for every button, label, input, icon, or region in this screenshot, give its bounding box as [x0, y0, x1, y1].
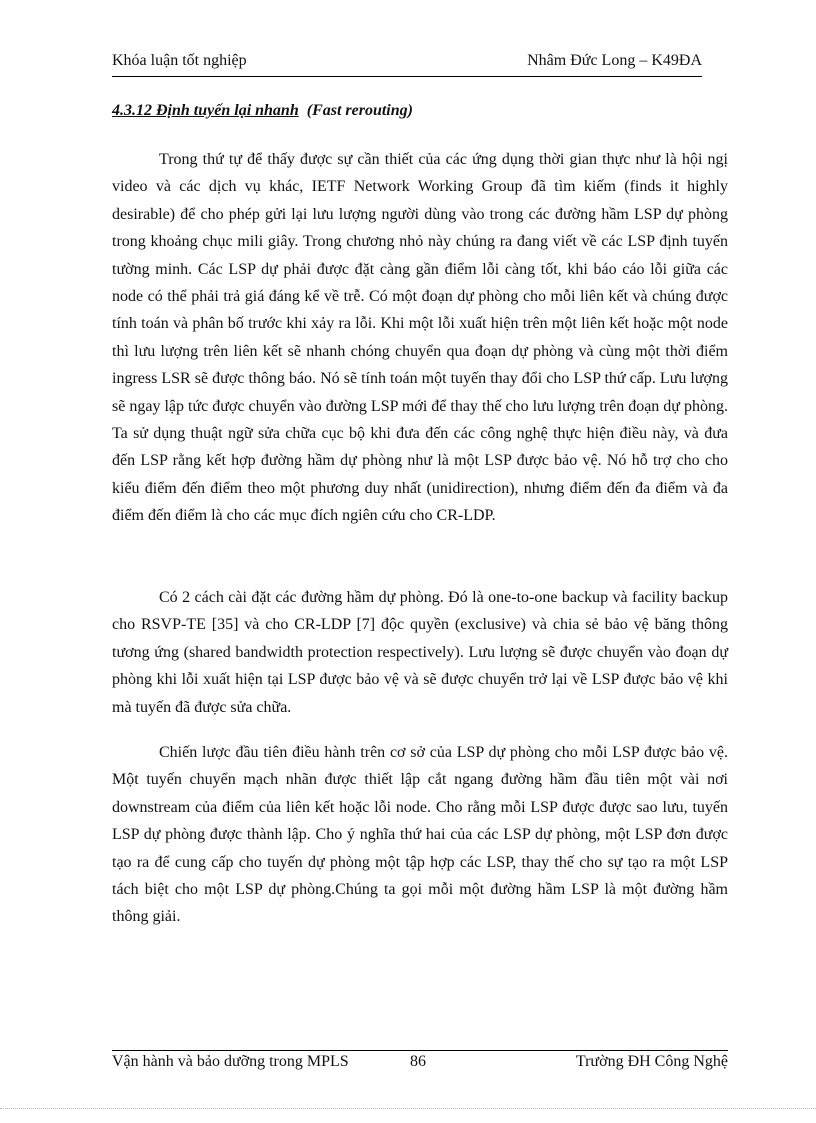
page-boundary-line — [0, 1108, 816, 1109]
section-subtitle: (Fast rerouting) — [306, 102, 413, 119]
page-number: 86 — [410, 1053, 426, 1070]
section-heading — [112, 102, 413, 120]
paragraph-1: Trong thứ tự để thấy được sự cần thiết của các ứng dụng thời gian thực như là hội ngị video và các dịch vụ khác, IETF Network Working Group đã tìm kiếm (finds it highly desirable) để cho phép gửi lại lưu lượng người dùng vào trong các đường hầm LSP dự phòng trong khoảng chục mili giây. Trong chương nhỏ này chúng ra đang viết về các LSP định tuyến tường minh. Các LSP dự phải được đặt càng gần điểm lỗi càng tốt, khi báo cáo lỗi giữa các node có thể phải trả giá đáng kể về trễ. Có một đoạn dự phòng cho mỗi liên kết và chúng được tính toán và phân bố trước khi xảy ra lỗi. Khi một lỗi xuất hiện trên một liên kết hoặc một node thì lưu lượng trên liên kết sẽ nhanh chóng chuyển qua đoạn dự phòng và cùng một thời điểm ingress LSR sẽ được thông báo. Nó sẽ tính toán một tuyến thay đổi cho LSP thứ cấp. Lưu lượng sẽ ngay lập tức được chuyển vào đường LSP mới để thay thế cho lưu lượng trên đoạn dự phòng. Ta sử dụng thuật ngữ sửa chữa cục bộ khi đưa đến các công nghệ thực hiện điều này, và đưa đến LSP rằng kết hợp đường hầm dự phòng như là một LSP được bảo vệ. Nó hỗ trợ cho cho kiểu điểm đến điểm theo một phương duy nhất (unidirection), nhưng điểm đến đa điểm và đa điểm đến điểm là cho các mục đích ngiên cứu cho CR-LDP. — [112, 151, 728, 525]
header-right-text: Nhâm Đức Long – K49ĐA — [527, 52, 702, 69]
page-header — [112, 50, 702, 77]
paragraph-2: Có 2 cách cài đặt các đường hầm dự phòng. Đó là one-to-one backup và facility backup cho RSVP-TE [35] và cho CR-LDP [7] độc quyền (exclusive) và chia sẻ bảo vệ băng thông tương ứng (shared bandwidth protection respectively). Lưu lượng sẽ được chuyển vào đoạn dự phòng khi lỗi xuất hiện tại LSP được bảo vệ và sẽ được chuyển trở lại về LSP được bảo vệ khi mà tuyến đã được sửa chữa. — [112, 589, 728, 716]
footer-right-text: Trường ĐH Công Nghệ — [575, 1053, 728, 1070]
page-footer — [112, 1050, 728, 1081]
header-left-text: Khóa luận tốt nghiệp — [112, 52, 247, 69]
footer-left-text: Vận hành và bảo dưỡng trong MPLS — [112, 1053, 349, 1070]
paragraph-3: Chiến lược đầu tiên điều hành trên cơ sở của LSP dự phòng cho mỗi LSP được bảo vệ. Một tuyến chuyển mạch nhãn được thiết lập cắt ngang đường hầm đầu tiên một vài nơi downstream của điểm của liên kết hoặc lỗi node. Cho rằng mỗi LSP được được sao lưu, tuyến LSP dự phòng được thành lập. Cho ý nghĩa thứ hai của các LSP dự phòng, một LSP đơn được tạo ra để cung cấp cho tuyến dự phòng một tập hợp các LSP, thay thế cho sự tạo ra một LSP tách biệt cho một LSP dự phòng.Chúng ta gọi mỗi một đường hầm LSP là một đường hầm thông giải. — [112, 744, 728, 926]
section-title: 4.3.12 Định tuyến lại nhanh — [112, 102, 299, 119]
